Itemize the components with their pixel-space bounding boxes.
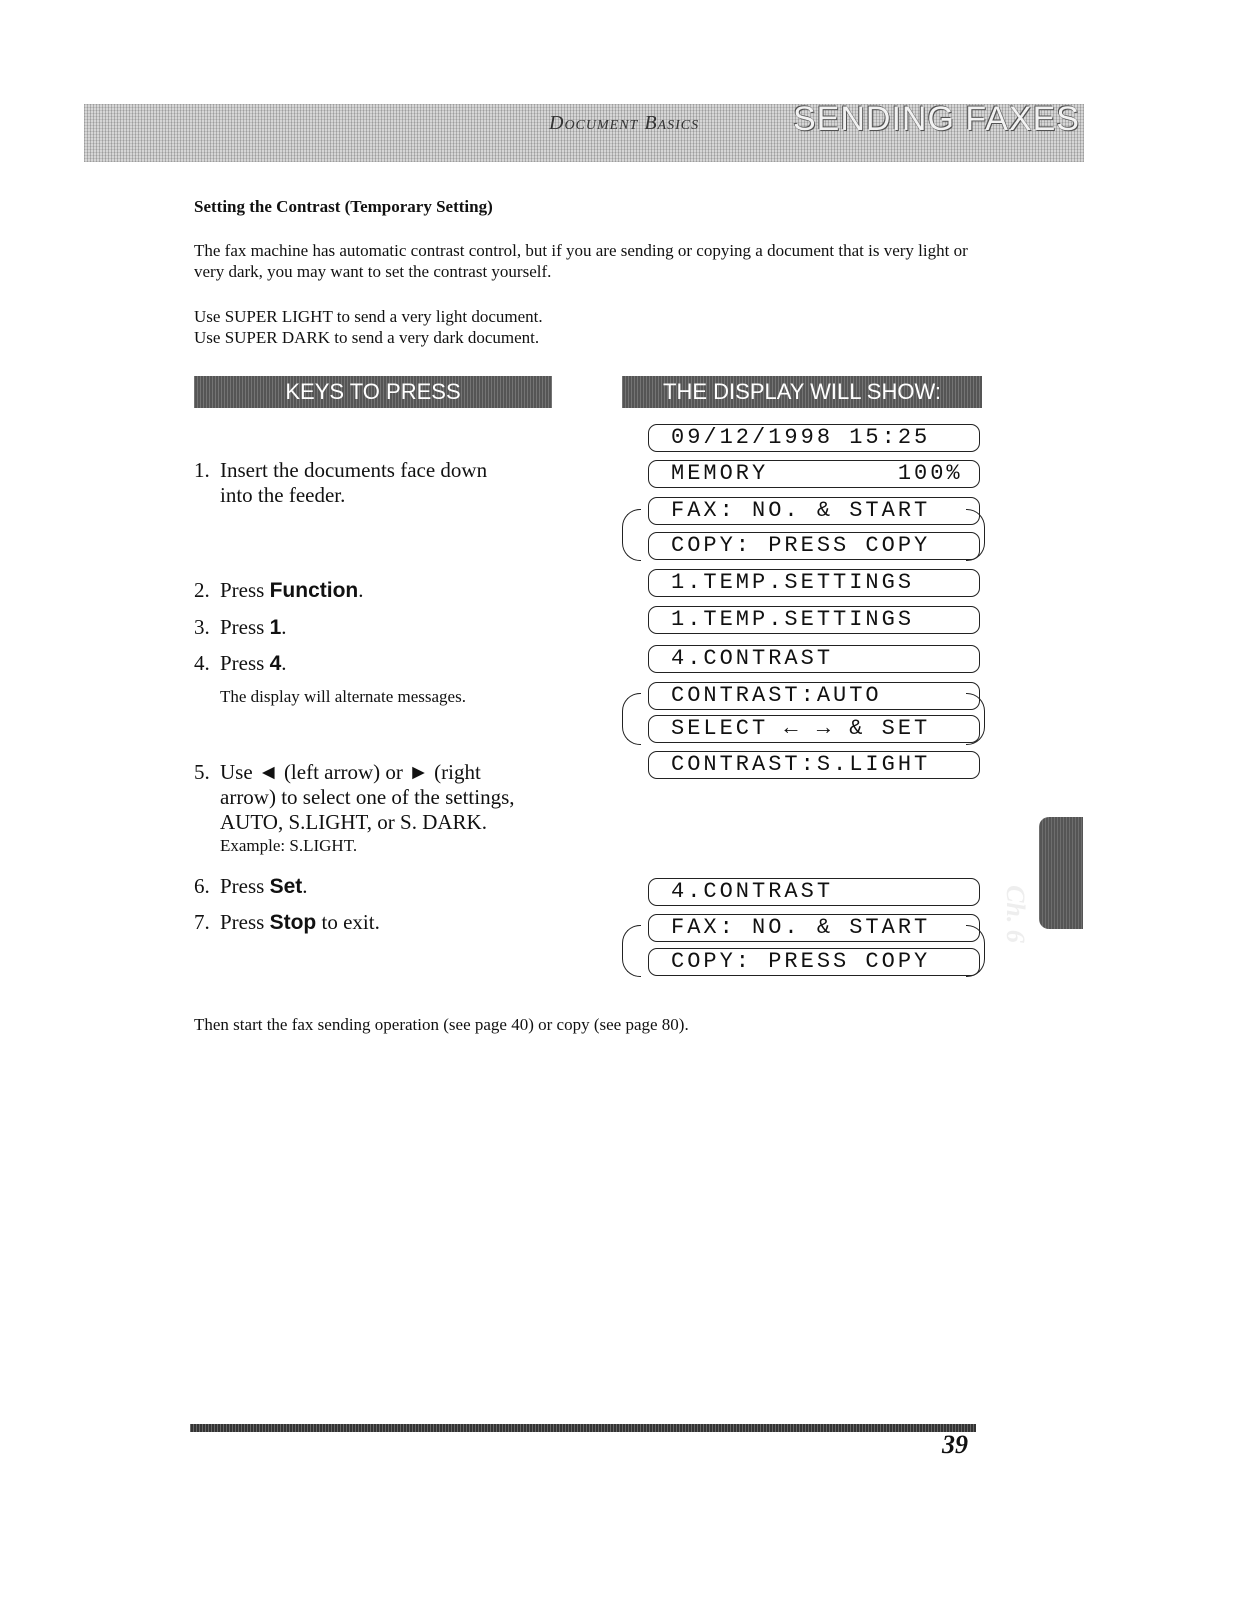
step-number: 1. bbox=[194, 458, 210, 482]
step-text: Press bbox=[220, 578, 270, 602]
chapter-tab-label: Ch. 6 bbox=[1001, 885, 1030, 943]
step-text-end: . bbox=[281, 615, 287, 639]
step-number: 4. bbox=[194, 651, 210, 675]
usage-super-dark: Use SUPER DARK to send a very dark document. bbox=[194, 328, 540, 347]
step-number: 7. bbox=[194, 910, 210, 934]
key-1: 1 bbox=[269, 616, 282, 639]
step-text: Press bbox=[220, 651, 270, 675]
keys-to-press-header: KEYS TO PRESS bbox=[194, 376, 552, 408]
step-text-end: . bbox=[358, 578, 364, 602]
step-text-end: . bbox=[281, 651, 287, 675]
step-7 bbox=[194, 910, 380, 935]
closing-paragraph: Then start the fax sending operation (see page 40) or copy (see page 80). bbox=[194, 1015, 689, 1034]
step-text: Press bbox=[220, 910, 270, 934]
lcd-contrast-slight: CONTRAST:S.LIGHT bbox=[648, 751, 980, 779]
header-title: SENDING FAXES bbox=[793, 100, 1080, 138]
step-1 bbox=[194, 458, 487, 483]
alternate-note: The display will alternate messages. bbox=[220, 687, 466, 706]
step-text-end: to exit. bbox=[316, 910, 380, 934]
header-section-label: Document Basics bbox=[549, 112, 700, 134]
step-number: 2. bbox=[194, 578, 210, 602]
lcd-copy-press: COPY: PRESS COPY bbox=[648, 948, 980, 976]
lcd-fax-start: FAX: NO. & START bbox=[648, 914, 980, 942]
lcd-temp-settings: 1.TEMP.SETTINGS bbox=[648, 569, 980, 597]
set-key: Set bbox=[269, 875, 303, 898]
step-text: Insert the documents face down bbox=[220, 458, 488, 482]
lcd-contrast-auto: CONTRAST:AUTO bbox=[648, 682, 980, 710]
step-3 bbox=[194, 615, 287, 640]
footer-rule bbox=[190, 1424, 976, 1432]
step-5-line-3: AUTO, S.LIGHT, or S. DARK. bbox=[220, 810, 487, 834]
lcd-temp-settings: 1.TEMP.SETTINGS bbox=[648, 606, 980, 634]
lcd-date-time: 09/12/1998 15:25 bbox=[648, 424, 980, 452]
alternate-right-arrow-icon bbox=[966, 509, 985, 561]
alternate-right-arrow-icon bbox=[966, 925, 985, 977]
stop-key: Stop bbox=[269, 911, 317, 934]
function-key: Function bbox=[269, 579, 359, 602]
chapter-tab bbox=[1039, 817, 1083, 929]
alternate-left-arrow-icon bbox=[622, 925, 641, 977]
alternate-left-arrow-icon bbox=[622, 693, 641, 745]
intro-paragraph: The fax machine has automatic contrast control, but if you are sending or copying a document that is very light or very dark, you may want to set the contrast yourself. bbox=[194, 241, 968, 281]
key-4: 4 bbox=[269, 652, 282, 675]
lcd-contrast-menu: 4.CONTRAST bbox=[648, 645, 980, 673]
step-text: Press bbox=[220, 874, 270, 898]
step-number: 6. bbox=[194, 874, 210, 898]
usage-super-light: Use SUPER LIGHT to send a very light document. bbox=[194, 307, 543, 326]
lcd-memory: MEMORY 100% bbox=[648, 460, 980, 488]
lcd-copy-press: COPY: PRESS COPY bbox=[648, 532, 980, 560]
step-text-end: . bbox=[302, 874, 308, 898]
step-5 bbox=[194, 760, 481, 785]
alternate-right-arrow-icon bbox=[966, 693, 985, 745]
alternate-left-arrow-icon bbox=[622, 509, 641, 561]
page-number: 39 bbox=[942, 1430, 968, 1459]
step-text: Press bbox=[220, 615, 270, 639]
lcd-fax-start: FAX: NO. & START bbox=[648, 497, 980, 525]
step-5-example: Example: S.LIGHT. bbox=[220, 836, 358, 855]
step-6 bbox=[194, 874, 308, 899]
display-will-show-header: THE DISPLAY WILL SHOW: bbox=[622, 376, 982, 408]
lcd-select-set: SELECT ← → & SET bbox=[648, 715, 980, 743]
lcd-contrast-menu: 4.CONTRAST bbox=[648, 878, 980, 906]
step-4 bbox=[194, 651, 287, 676]
step-text: Use ◄ (left arrow) or ► (right bbox=[220, 760, 481, 784]
section-title: Setting the Contrast (Temporary Setting) bbox=[194, 197, 493, 216]
step-5-line-2: arrow) to select one of the settings, bbox=[220, 785, 515, 809]
step-1-continued: into the feeder. bbox=[220, 483, 346, 507]
step-2 bbox=[194, 578, 364, 603]
step-number: 3. bbox=[194, 615, 210, 639]
step-number: 5. bbox=[194, 760, 210, 784]
